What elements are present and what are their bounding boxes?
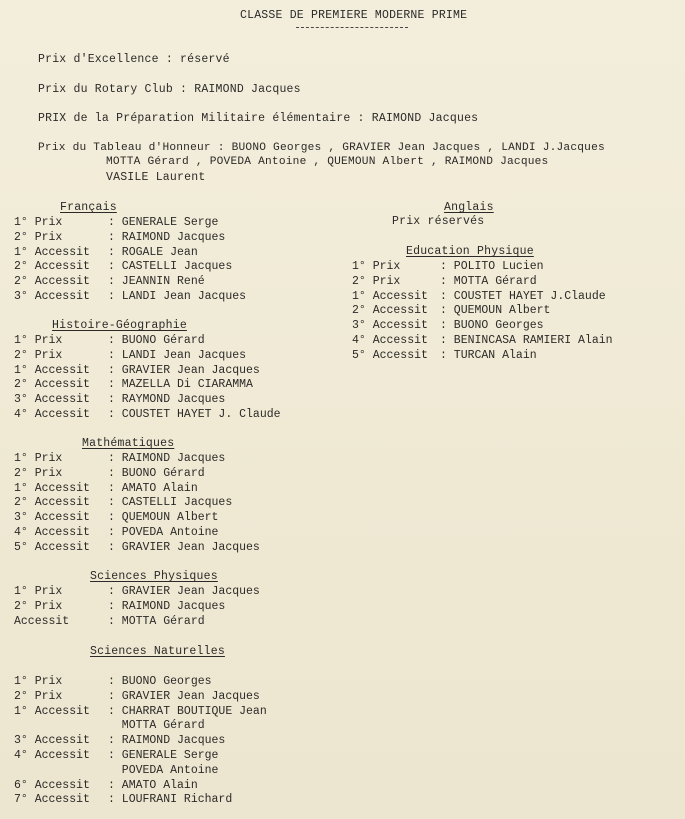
anglais-prix-reserves: Prix réservés — [392, 215, 485, 228]
award-recipient: : BUONO Georges — [108, 675, 212, 688]
award-recipient: POVEDA Antoine — [108, 764, 219, 777]
award-rank: 2° Accessit — [14, 378, 90, 391]
title-underline-rule — [296, 27, 408, 28]
award-rank: 2° Prix — [14, 690, 63, 703]
section-title-sciences-naturelles: Sciences Naturelles — [90, 645, 225, 658]
award-rank: 2° Prix — [352, 275, 401, 288]
award-recipient: : BUONO Gérard — [108, 334, 205, 347]
award-recipient: : BUONO Gérard — [108, 467, 205, 480]
prize-tableau-honneur-line3: VASILE Laurent — [106, 171, 206, 184]
award-recipient: : GRAVIER Jean Jacques — [108, 690, 260, 703]
award-rank: 1° Prix — [14, 216, 63, 229]
award-recipient: : MOTTA Gérard — [108, 615, 205, 628]
award-recipient: : CASTELLI Jacques — [108, 496, 233, 509]
award-recipient: : COUSTET HAYET J.Claude — [440, 290, 606, 303]
award-rank: 2° Accessit — [352, 304, 428, 317]
award-rank: 3° Accessit — [14, 734, 90, 747]
award-recipient: : TURCAN Alain — [440, 349, 537, 362]
award-rank: 2° Accessit — [14, 260, 90, 273]
award-recipient: : LOUFRANI Richard — [108, 793, 233, 806]
award-recipient: : POVEDA Antoine — [108, 526, 219, 539]
prize-preparation-militaire: PRIX de la Préparation Militaire élémentaire : RAIMOND Jacques — [38, 112, 479, 125]
award-recipient: : AMATO Alain — [108, 779, 198, 792]
award-recipient: : AMATO Alain — [108, 482, 198, 495]
section-title-anglais: Anglais — [444, 201, 494, 214]
award-recipient: : RAIMOND Jacques — [108, 452, 226, 465]
award-rank: 3° Accessit — [352, 319, 428, 332]
award-rank: 4° Accessit — [14, 408, 90, 421]
document-title: CLASSE DE PREMIERE MODERNE PRIME — [240, 9, 468, 22]
award-recipient: : GENERALE Serge — [108, 216, 219, 229]
award-recipient: : LANDI Jean Jacques — [108, 290, 247, 303]
award-rank: 5° Accessit — [14, 541, 90, 554]
section-title-histoire-geographie: Histoire-Géographie — [52, 319, 187, 332]
award-recipient: MOTTA Gérard — [108, 719, 205, 732]
award-recipient: : QUEMOUN Albert — [108, 511, 219, 524]
section-title-sciences-physiques: Sciences Physiques — [90, 570, 218, 583]
prize-excellence: Prix d'Excellence : réservé — [38, 53, 230, 66]
award-recipient: : RAIMOND Jacques — [108, 734, 226, 747]
award-rank: 1° Accessit — [14, 364, 90, 377]
award-recipient: : COUSTET HAYET J. Claude — [108, 408, 281, 421]
award-rank: 2° Accessit — [14, 496, 90, 509]
section-title-francais: Français — [60, 201, 117, 214]
award-recipient: : CASTELLI Jacques — [108, 260, 233, 273]
award-recipient: : GENERALE Serge — [108, 749, 219, 762]
award-recipient: : RAIMOND Jacques — [108, 600, 226, 613]
award-rank: 1° Prix — [14, 452, 63, 465]
award-recipient: : RAIMOND Jacques — [108, 231, 226, 244]
award-recipient: : GRAVIER Jean Jacques — [108, 364, 260, 377]
section-title-education-physique: Education Physique — [406, 245, 534, 258]
award-rank: 7° Accessit — [14, 793, 90, 806]
award-recipient: : ROGALE Jean — [108, 246, 198, 259]
award-recipient: : BUONO Georges — [440, 319, 544, 332]
award-rank: 3° Accessit — [14, 511, 90, 524]
prize-tableau-honneur: Prix du Tableau d'Honneur : BUONO Georges , GRAVIER Jean Jacques , LANDI J.Jacques — [38, 142, 605, 154]
award-rank: 1° Accessit — [14, 482, 90, 495]
award-rank: 1° Prix — [352, 260, 401, 273]
award-recipient: : GRAVIER Jean Jacques — [108, 541, 260, 554]
award-rank: 2° Accessit — [14, 275, 90, 288]
award-rank: 6° Accessit — [14, 779, 90, 792]
award-rank: 5° Accessit — [352, 349, 428, 362]
award-recipient: : GRAVIER Jean Jacques — [108, 585, 260, 598]
award-recipient: : RAYMOND Jacques — [108, 393, 226, 406]
award-rank: 1° Prix — [14, 675, 63, 688]
prize-tableau-honneur-line2: MOTTA Gérard , POVEDA Antoine , QUEMOUN Albert , RAIMOND Jacques — [106, 156, 549, 168]
award-rank: 4° Accessit — [14, 526, 90, 539]
award-rank: 4° Accessit — [14, 749, 90, 762]
award-recipient: : QUEMOUN Albert — [440, 304, 551, 317]
award-rank: 1° Prix — [14, 334, 63, 347]
award-recipient: : JEANNIN René — [108, 275, 205, 288]
award-recipient: : POLITO Lucien — [440, 260, 544, 273]
award-rank: 3° Accessit — [14, 290, 90, 303]
award-rank: Accessit — [14, 615, 70, 628]
award-rank: 2° Prix — [14, 600, 63, 613]
award-recipient: : BENINCASA RAMIERI Alain — [440, 334, 613, 347]
award-recipient: : MAZELLA Di CIARAMMA — [108, 378, 253, 391]
award-rank: 2° Prix — [14, 231, 63, 244]
award-rank: 1° Prix — [14, 585, 63, 598]
award-rank: 3° Accessit — [14, 393, 90, 406]
award-rank: 2° Prix — [14, 349, 63, 362]
award-rank: 1° Accessit — [14, 246, 90, 259]
award-recipient: : MOTTA Gérard — [440, 275, 537, 288]
award-rank: 4° Accessit — [352, 334, 428, 347]
award-rank: 1° Accessit — [14, 705, 90, 718]
award-recipient: : LANDI Jean Jacques — [108, 349, 247, 362]
award-recipient: : CHARRAT BOUTIQUE Jean — [108, 705, 267, 718]
award-rank: 2° Prix — [14, 467, 63, 480]
prize-rotary-club: Prix du Rotary Club : RAIMOND Jacques — [38, 83, 301, 96]
section-title-mathematiques: Mathématiques — [82, 437, 175, 450]
award-rank: 1° Accessit — [352, 290, 428, 303]
